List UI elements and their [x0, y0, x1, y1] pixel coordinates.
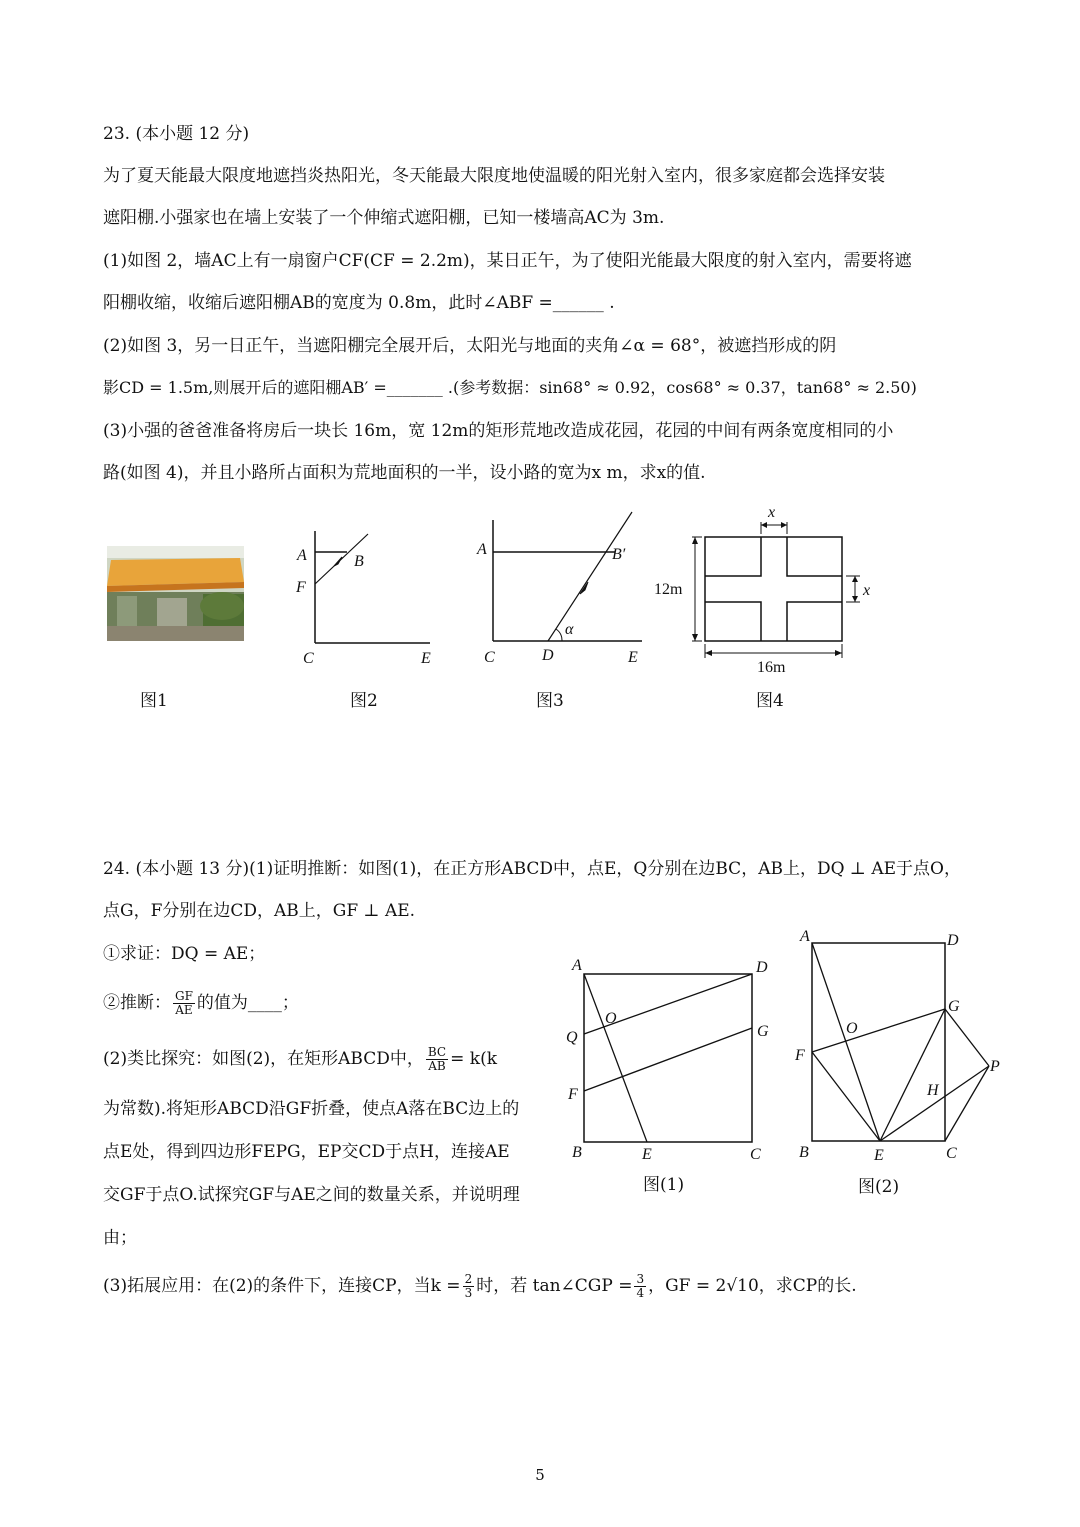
figure-2-diagram [290, 528, 440, 673]
q23-part3-line-2: 路(如图 4)，并且小路所占面积为荒地面积的一半，设小路的宽为x m，求x的值. [103, 463, 706, 483]
fig4-label-x-top: x [768, 504, 776, 521]
q24-l10-k-num: 2 [464, 1272, 473, 1286]
fig4-label-12m: 12m [654, 581, 683, 598]
caption-figure-1: 图1 [140, 691, 168, 711]
q24-l10-t-fraction [634, 1273, 646, 1300]
q24-l4-frac-den: AE [175, 1003, 193, 1017]
q24-caption-figure-1: 图(1) [643, 1175, 685, 1195]
q24f1-label-c: C [750, 1146, 761, 1163]
q24f1-label-f: F [568, 1086, 578, 1103]
q23-part1-line-1: (1)如图 2，墙AC上有一扇窗户CF(CF = 2.2m)，某日正午，为了使阳光能最大限度的射入室内，需要将遮 [103, 251, 912, 271]
q24-line-8: 交GF于点O.试探究GF与AE之间的数量关系，并说明理 [103, 1185, 520, 1205]
q24-l4-fraction [173, 990, 195, 1017]
q24-l5-frac-den: AB [428, 1059, 446, 1073]
q24f2-label-e: E [874, 1147, 884, 1164]
q24f2-label-o: O [846, 1020, 858, 1037]
q24f2-label-h: H [927, 1082, 939, 1099]
q24-line-5 [103, 1046, 497, 1073]
q24-l5-frac-num: BC [427, 1045, 447, 1059]
fig4-label-x-right: x [863, 582, 871, 599]
q23-header: 23. (本小题 12 分) [103, 124, 250, 144]
q24-line-9: 由； [103, 1228, 137, 1248]
q24f2-label-c: C [946, 1145, 957, 1162]
fig2-label-b: B [354, 553, 364, 570]
q24-l10-k-fraction [463, 1273, 475, 1300]
q24-line-1: 24. (本小题 13 分)(1)证明推断：如图(1)，在正方形ABCD中，点E，Q分别在边BC，AB上，DQ ⊥ AE于点O， [103, 859, 961, 879]
fig3-label-alpha: α [565, 621, 574, 638]
q24-l10-c: ，GF = 2√10，求CP的长. [648, 1276, 857, 1296]
q24f2-label-d: D [947, 932, 959, 949]
q24f2-label-p: P [990, 1058, 1000, 1075]
q24f1-label-d: D [756, 959, 768, 976]
caption-figure-4: 图4 [756, 691, 784, 711]
q23-part2-line-2: 影CD = 1.5m,则展开后的遮阳棚AB′ =_______ .(参考数据：sin68° ≈ 0.92，cos68° ≈ 0.37，tan68° ≈ 2.50) [103, 378, 917, 397]
q24f2-label-b: B [799, 1144, 809, 1161]
q24-l10-k-den: 3 [464, 1286, 473, 1300]
q24f1-label-o: O [605, 1010, 617, 1027]
fig2-label-a: A [297, 547, 307, 564]
fig4-label-16m: 16m [757, 659, 786, 676]
q23-part1-line-2: 阳棚收缩，收缩后遮阳棚AB的宽度为 0.8m，此时∠ABF =______ . [103, 293, 615, 313]
figure-4-diagram [650, 500, 880, 680]
q24-l10-a: (3)拓展应用：在(2)的条件下，连接CP，当k = [103, 1276, 461, 1296]
awning-photo [107, 546, 244, 641]
q24-l4-pre: ②推断： [103, 993, 171, 1013]
fig3-label-bprime: B′ [612, 546, 626, 563]
q23-part2-line-1: (2)如图 3，另一日正午，当遮阳棚完全展开后，太阳光与地面的夹角∠α = 68°，被遮挡形成的阴 [103, 336, 837, 356]
q24-line-2: 点G，F分别在边CD，AB上，GF ⊥ AE. [103, 901, 416, 921]
q24-line-7: 点E处，得到四边形FEPG，EP交CD于点H，连接AE [103, 1142, 510, 1162]
q23-intro-line-2: 遮阳棚.小强家也在墙上安装了一个伸缩式遮阳棚，已知一楼墙高AC为 3m. [103, 208, 665, 228]
page-number: 5 [535, 1466, 545, 1484]
q24f2-label-g: G [948, 998, 960, 1015]
q24-l10-t-num: 3 [636, 1272, 645, 1286]
caption-figure-3: 图3 [536, 691, 564, 711]
q24-line-6: 为常数).将矩形ABCD沿GF折叠，使点A落在BC边上的 [103, 1099, 520, 1119]
q24-caption-figure-2: 图(2) [858, 1177, 900, 1197]
q24-l10-b: 时，若 tan∠CGP = [476, 1276, 633, 1296]
figure-3-diagram [470, 510, 650, 675]
fig3-label-a: A [477, 541, 487, 558]
fig2-label-e: E [421, 650, 431, 667]
q24-line-10 [103, 1273, 857, 1300]
q24f2-label-a: A [800, 928, 810, 945]
q24-figure-2-diagram [790, 920, 1020, 1170]
fig3-label-e: E [628, 649, 638, 666]
q24-l4-post: 的值为____； [196, 993, 299, 1013]
q24-figure-1-diagram [560, 950, 780, 1170]
q24-l5-fraction [426, 1046, 448, 1073]
q24-l5-post: = k(k [450, 1049, 498, 1069]
q24f1-label-a: A [572, 957, 582, 974]
q24-line-4 [103, 990, 299, 1017]
q24f1-label-g: G [757, 1023, 769, 1040]
caption-figure-2: 图2 [350, 691, 378, 711]
q23-part3-line-1: (3)小强的爸爸准备将房后一块长 16m，宽 12m的矩形荒地改造成花园，花园的中间有两条宽度相同的小 [103, 421, 894, 441]
q23-intro-line-1: 为了夏天能最大限度地遮挡炎热阳光，冬天能最大限度地使温暖的阳光射入室内，很多家庭都会选择安装 [103, 166, 885, 186]
q24f1-label-b: B [572, 1144, 582, 1161]
q24-l4-frac-num: GF [175, 989, 193, 1003]
q24-l5-pre: (2)类比探究：如图(2)，在矩形ABCD中， [103, 1049, 424, 1069]
q24f1-label-e: E [642, 1146, 652, 1163]
fig3-label-c: C [484, 649, 495, 666]
q24-line-3: ①求证：DQ = AE； [103, 944, 266, 964]
fig2-label-c: C [303, 650, 314, 667]
fig2-label-f: F [296, 579, 306, 596]
q24f2-label-f: F [795, 1047, 805, 1064]
fig3-label-d: D [542, 647, 554, 664]
q24f1-label-q: Q [566, 1029, 578, 1046]
q24-l10-t-den: 4 [636, 1286, 645, 1300]
